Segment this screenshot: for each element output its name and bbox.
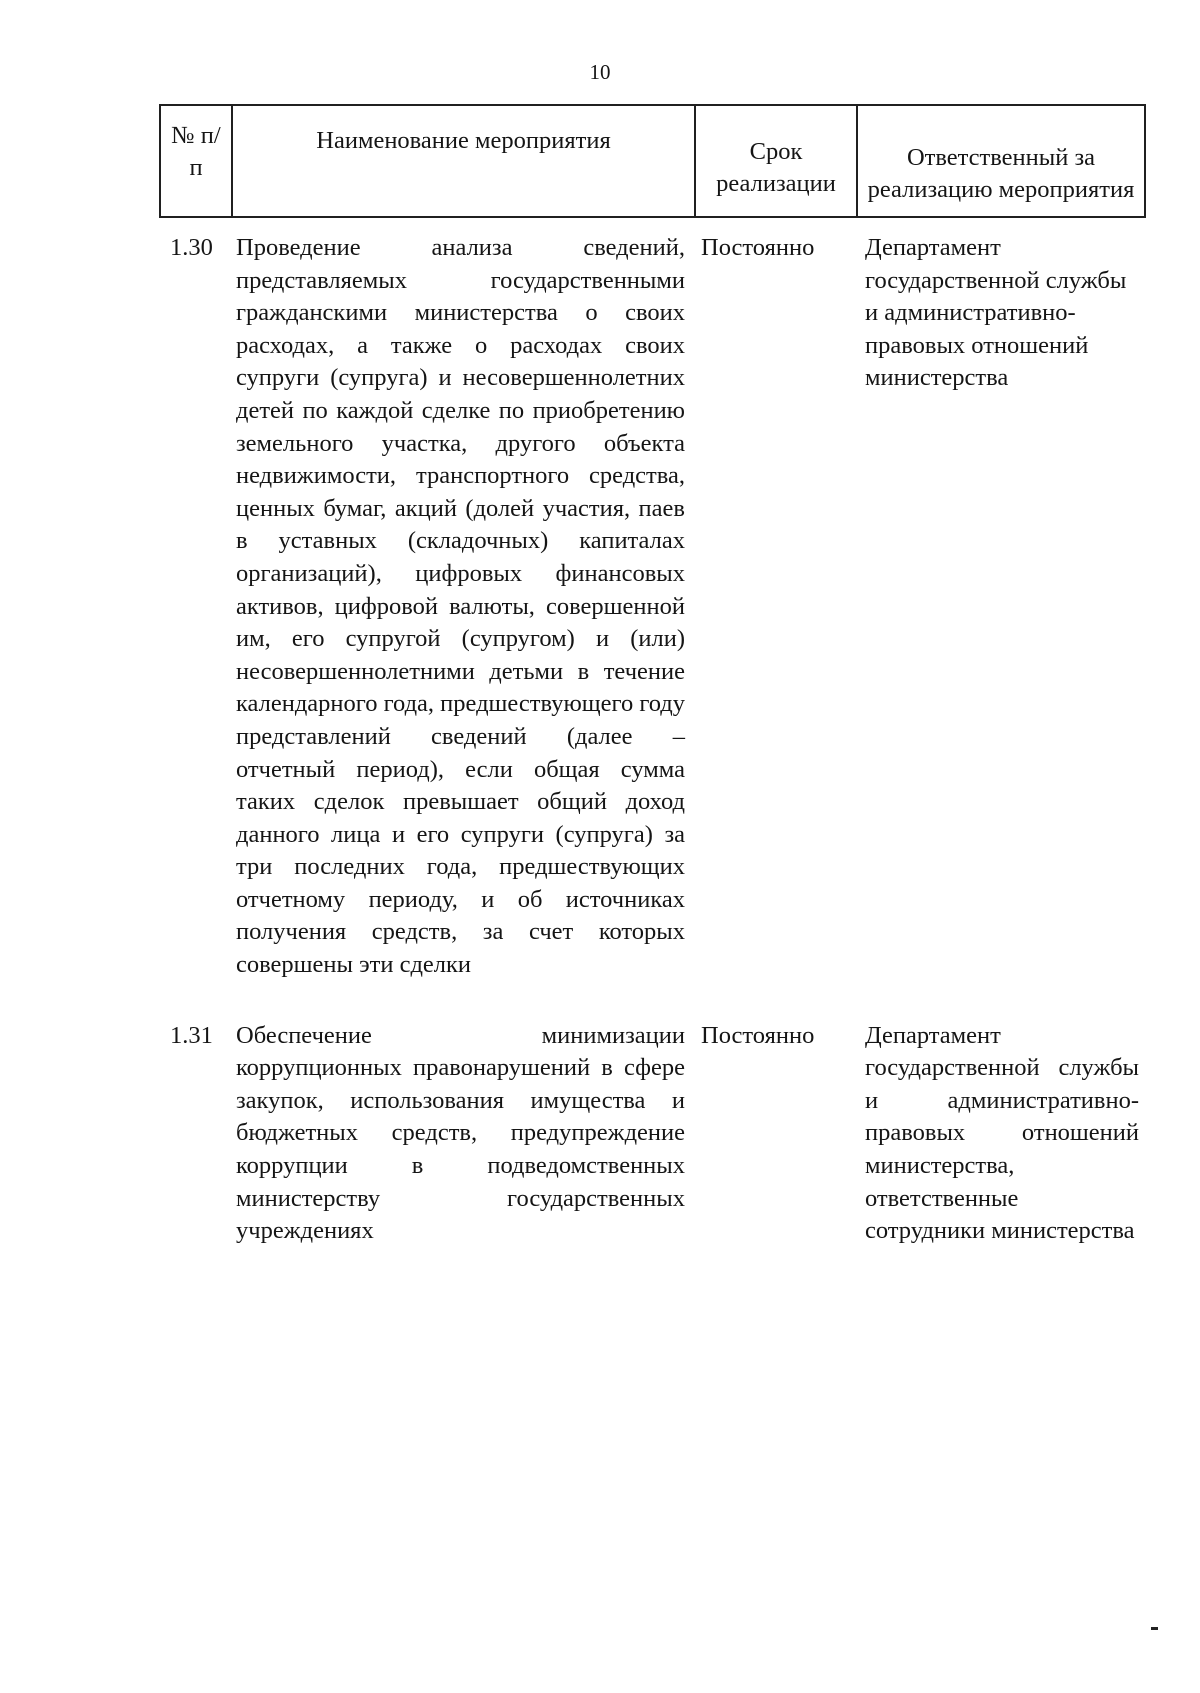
measure-term: Постоянно — [701, 234, 815, 261]
table-header-row — [160, 105, 1145, 217]
row-number: 1.31 — [170, 1021, 213, 1049]
measure-name: Проведение анализа сведений, представляемых государственными гражданскими министерства о своих расходах, а также о расходах своих супруги (супруга) и несовершеннолетних детей по каждой сделке по приобретению земельного участка, другого объекта недвижимости, транспортного средства, ценных бумаг, акций (долей участия, паев в уставных (складочных) капиталах организаций), цифровых финансовых активов, цифровой валюты, совершенной им, его супругой (супругом) и (или) несовершеннолетними детьми в течение календарного года, предшествующего году представлений сведений (далее – отчетный период), если общая сумма таких сделок превышает общий доход данного лица и его супруги (супруга) за три последних года, предшествующих отчетному периоду, и об источниках получения средств, за счет которых совершены эти сделки — [236, 234, 686, 979]
measures-table — [159, 104, 1146, 1248]
table-row — [160, 217, 1145, 1002]
measure-term: Постоянно — [701, 1021, 815, 1049]
header-responsible: Ответственный за реализацию мероприятия — [857, 105, 1145, 217]
measure-name: Обеспечение минимизации коррупционных правонарушений в сфере закупок, использования имущества и бюджетных средств, предупреждение коррупции в подведомственных министерству государственных учреждениях — [236, 1021, 685, 1245]
header-measure-name: Наименование мероприятия — [232, 105, 695, 217]
scan-mark — [1151, 1627, 1158, 1630]
page-number: 10 — [589, 60, 611, 84]
row-number: 1.30 — [170, 234, 213, 261]
header-number: № п/п — [160, 105, 232, 217]
measure-responsible: Департамент государственной службы и административно-правовых отношений министерства — [865, 234, 1127, 392]
table-row — [160, 1002, 1145, 1248]
measure-responsible: Департамент государственной службы и административно-правовых отношений министерства, ответственные сотрудники министерства — [865, 1021, 1139, 1245]
header-term: Срок реализации — [695, 105, 857, 217]
